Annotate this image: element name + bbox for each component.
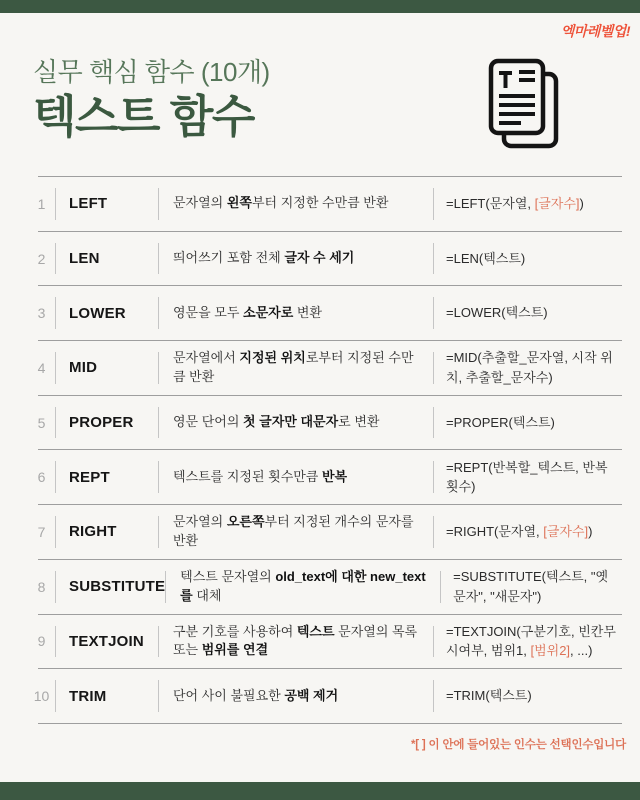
function-formula: =MID(추출할_문자열, 시작 위치, 추출할_문자수): [446, 350, 613, 385]
optional-argument-footnote: *[ ] 이 안에 들어있는 인수는 선택인수입니다: [411, 739, 626, 751]
page-subtitle: 실무 핵심 함수 (10개): [33, 57, 270, 87]
brand-logo: 엑마레벨업!: [560, 23, 630, 39]
function-row: [38, 396, 622, 451]
function-formula: =RIGHT(문자열, [글자수]): [446, 524, 593, 540]
row-number: 10: [33, 688, 50, 705]
function-name: REPT: [69, 468, 110, 486]
function-name: LEN: [69, 250, 100, 268]
function-row: [38, 450, 622, 505]
row-number: 4: [37, 359, 46, 376]
function-description: 문자열의 오른쪽부터 지정된 개수의 문자를 반환: [173, 514, 414, 548]
row-number: 6: [37, 469, 46, 486]
function-description: 텍스트 문자열의 old_text에 대한 new_text를 대체: [180, 568, 426, 603]
function-description: 문자열에서 지정된 위치로부터 지정된 수만큼 반환: [173, 350, 414, 384]
row-number: 9: [37, 633, 46, 650]
function-formula: =SUBSTITUTE(텍스트, "옛 문자", "새문자"): [453, 569, 609, 604]
row-number: 5: [37, 414, 46, 431]
function-row: [38, 341, 622, 396]
text-document-icon: [477, 55, 567, 150]
row-number: 1: [37, 195, 46, 212]
function-description: 영문 단어의 첫 글자만 대문자로 변환: [173, 414, 380, 430]
function-description: 문자열의 왼쪽부터 지정한 수만큼 반환: [173, 195, 389, 211]
function-name: LEFT: [69, 195, 108, 213]
function-row: [38, 505, 622, 560]
function-formula: =LEFT(문자열, [글자수]): [446, 196, 584, 212]
function-name: TEXTJOIN: [69, 632, 144, 650]
function-name: LOWER: [69, 304, 126, 322]
function-name: MID: [69, 359, 98, 377]
page-title: 텍스트 함수: [33, 91, 254, 142]
function-formula: =LEN(텍스트): [446, 250, 526, 266]
function-formula: =LOWER(텍스트): [446, 305, 548, 321]
function-description: 단어 사이 불필요한 공백 제거: [173, 687, 339, 703]
row-number: 7: [37, 523, 46, 540]
function-row: [38, 232, 622, 287]
function-formula: =TRIM(텍스트): [446, 688, 532, 704]
row-number: 2: [37, 250, 46, 267]
function-formula: =TEXTJOIN(구분기호, 빈칸무시여부, 범위1, [범위2], ...): [446, 623, 616, 659]
function-name: TRIM: [69, 687, 107, 705]
function-description: 텍스트를 지정된 횟수만큼 반복: [173, 468, 348, 484]
function-row: [38, 177, 622, 232]
function-description: 영문을 모두 소문자로 변환: [173, 304, 322, 320]
function-formula: =PROPER(텍스트): [446, 414, 555, 430]
function-row: [38, 560, 622, 615]
function-row: [38, 286, 622, 341]
top-border-bar: [0, 0, 640, 13]
function-name: PROPER: [69, 414, 134, 432]
function-description: 구분 기호를 사용하여 텍스트 문자열의 목록 또는 범위를 연결: [173, 623, 418, 658]
page-header: [33, 52, 270, 142]
row-number: 8: [37, 578, 46, 595]
function-table: [33, 176, 622, 724]
bottom-border-bar: [0, 782, 640, 800]
function-name: SUBSTITUTE: [69, 578, 166, 596]
function-formula: =REPT(반복할_텍스트, 반복 횟수): [446, 459, 608, 495]
row-number: 3: [37, 305, 46, 322]
function-row: [33, 669, 622, 724]
function-description: 띄어쓰기 포함 전체 글자 수 세기: [173, 250, 355, 266]
function-row: [38, 615, 622, 670]
function-name: RIGHT: [69, 523, 117, 541]
